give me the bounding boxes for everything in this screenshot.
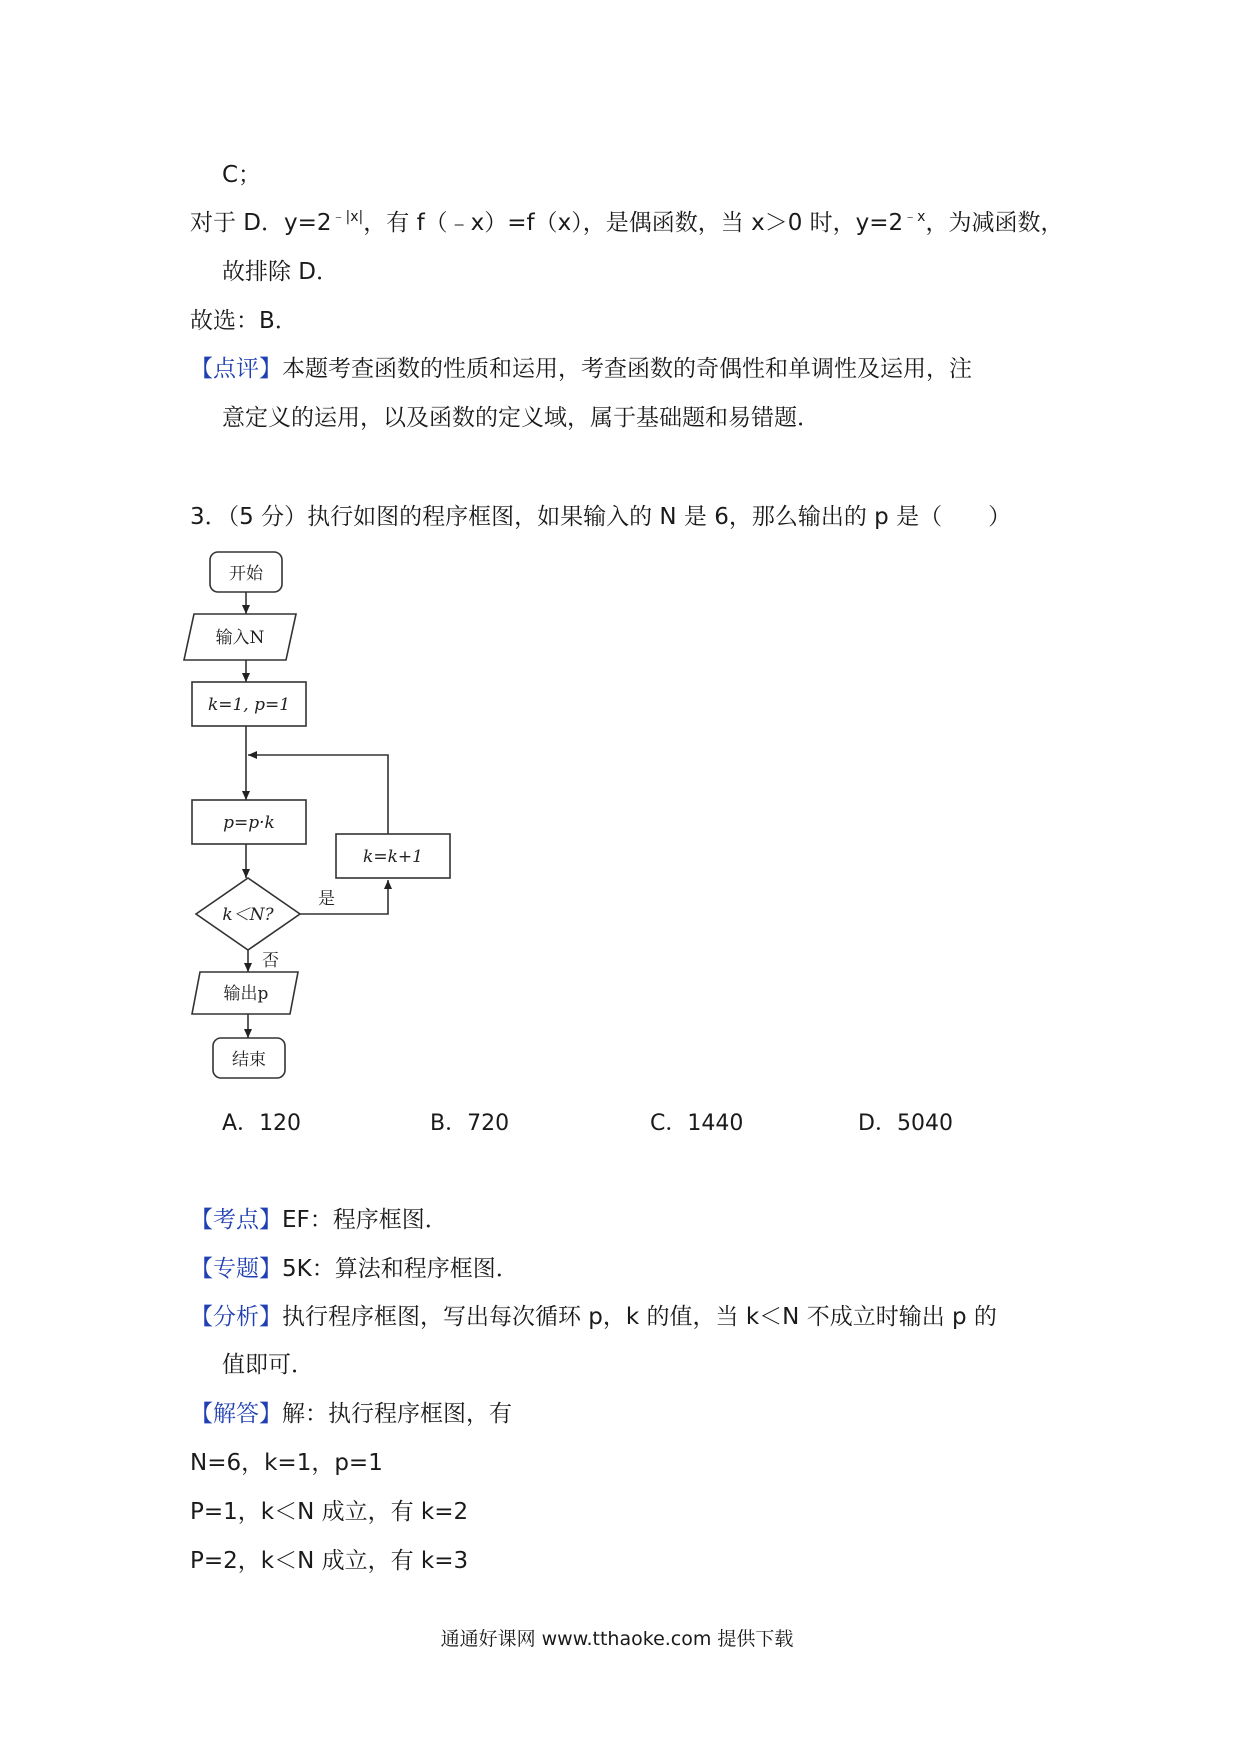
- start-label: 开始: [229, 564, 263, 584]
- end-label: 结束: [232, 1050, 266, 1070]
- option-a: A．120: [222, 1111, 302, 1136]
- text-line: 故排除 D．: [222, 259, 340, 285]
- yes-label: 是: [318, 889, 335, 909]
- step-line: P=2，k＜N 成立，有 k=3: [190, 1548, 469, 1574]
- condition-label: k＜N?: [222, 905, 274, 925]
- zhuanti-tag: 【专题】: [190, 1256, 282, 1282]
- fenxi-line: 【分析】执行程序框图，写出每次循环 p，k 的值，当 k＜N 不成立时输出 p 的: [190, 1304, 997, 1330]
- review-tag: 【点评】: [190, 356, 282, 382]
- text-line: 值即可．: [222, 1352, 314, 1378]
- no-label: 否: [262, 951, 279, 971]
- multiply-label: p=p·k: [223, 813, 275, 833]
- kaodian-tag: 【考点】: [190, 1207, 282, 1233]
- text-line: C；: [222, 162, 262, 188]
- jieda-line: 【解答】解：执行程序框图，有: [190, 1401, 512, 1427]
- fenxi-tag: 【分析】: [190, 1304, 282, 1330]
- question-stem: 3．（5 分）执行如图的程序框图，如果输入的 N 是 6，那么输出的 p 是（ ）: [190, 504, 1012, 530]
- input-label: 输入N: [215, 628, 265, 648]
- review-line: 【点评】本题考查函数的性质和运用，考查函数的奇偶性和单调性及运用，注: [190, 356, 972, 382]
- yes-arrow: [300, 880, 388, 914]
- flowchart: [180, 548, 460, 1088]
- increment-label: k=k+1: [363, 847, 423, 867]
- answer-line: 故选：B．: [190, 308, 298, 334]
- text-line: 意定义的运用，以及函数的定义域，属于基础题和易错题．: [222, 405, 820, 431]
- option-d: D．5040: [858, 1111, 953, 1136]
- output-label: 输出p: [223, 984, 269, 1004]
- option-c: C．1440: [650, 1111, 744, 1136]
- option-b: B．720: [430, 1111, 510, 1136]
- kaodian-line: 【考点】EF：程序框图．: [190, 1207, 448, 1233]
- zhuanti-line: 【专题】5K：算法和程序框图．: [190, 1256, 519, 1282]
- text-line: 对于 D．$y=2^{﹣|x|}$，有 f（﹣x）=f（x），是偶函数，当 x＞0 时，$y=2^{﹣x}$，为减函数，: [190, 209, 1064, 236]
- init-label: k=1, p=1: [207, 695, 291, 715]
- page-footer: 通通好课网 www.tthaoke.com 提供下载: [440, 1628, 794, 1650]
- step-line: P=1，k＜N 成立，有 k=2: [190, 1499, 469, 1525]
- jieda-tag: 【解答】: [190, 1401, 282, 1427]
- step-line: N=6，k=1，p=1: [190, 1450, 383, 1476]
